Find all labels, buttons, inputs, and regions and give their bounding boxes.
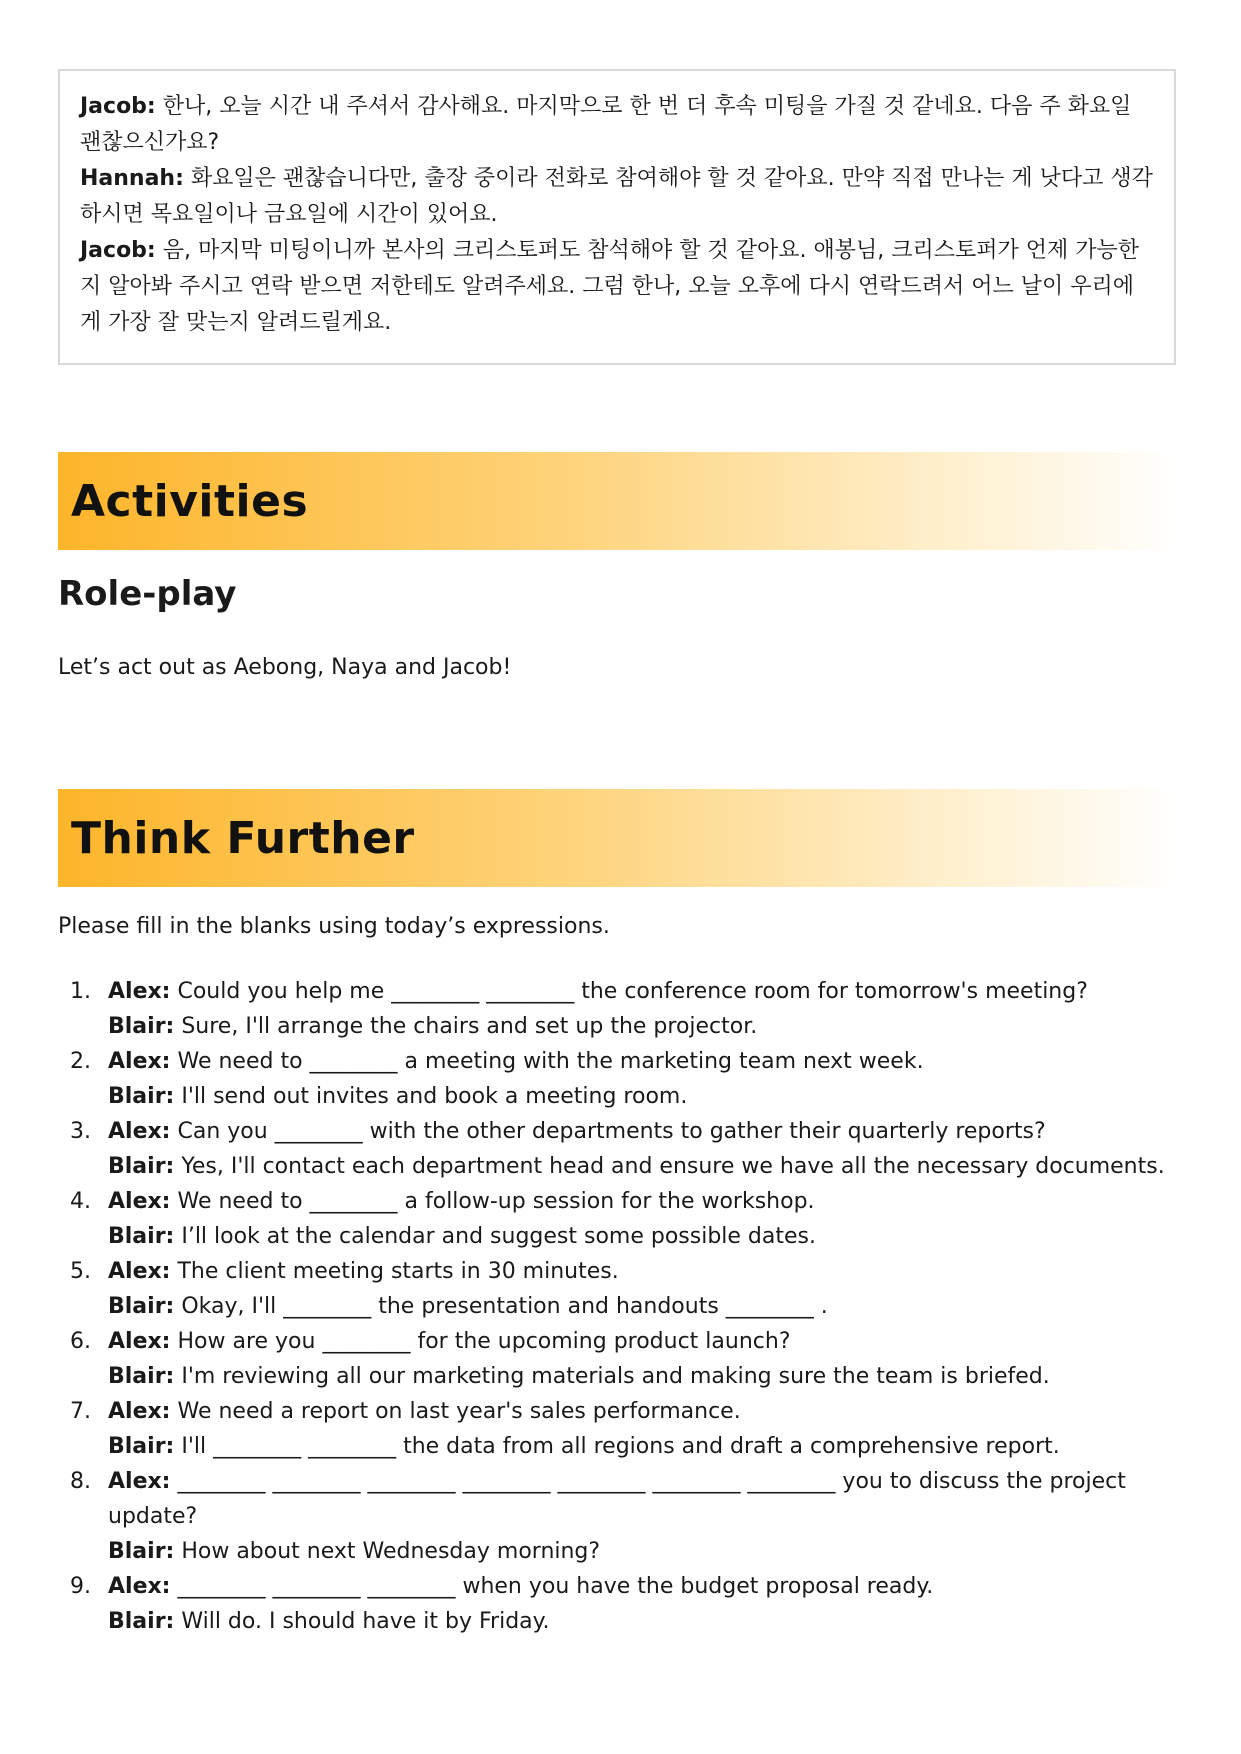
alex-turn xyxy=(108,1184,1180,1219)
alex-turn xyxy=(108,1254,1180,1289)
speaker-name: Blair: xyxy=(108,1364,175,1389)
turn-text: How about next Wednesday morning? xyxy=(174,1539,601,1564)
turn-text: Can you ________ with the other departments to gather their quarterly reports? xyxy=(170,1119,1046,1144)
alex-turn xyxy=(108,1324,1180,1359)
turn-text: I'm reviewing all our marketing materials and making sure the team is briefed. xyxy=(174,1364,1050,1389)
turn-text: Could you help me ________ ________ the conference room for tomorrow's meeting? xyxy=(170,979,1088,1004)
turn-text: Yes, I'll contact each department head and ensure we have all the necessary documents. xyxy=(174,1154,1165,1179)
item-number: 8. xyxy=(70,1469,91,1494)
exercise-list xyxy=(58,974,1180,1639)
blair-turn xyxy=(108,1149,1180,1184)
blair-turn xyxy=(108,1359,1180,1394)
activities-title: Activities xyxy=(71,475,309,527)
speaker-name: Alex: xyxy=(108,1119,171,1144)
blair-turn xyxy=(108,1429,1180,1464)
item-number: 7. xyxy=(70,1399,91,1424)
dialogue-line xyxy=(80,233,1154,341)
turn-text: Will do. I should have it by Friday. xyxy=(174,1609,550,1634)
blair-turn xyxy=(108,1009,1180,1044)
speaker-name: Alex: xyxy=(108,1399,171,1424)
alex-turn xyxy=(108,1394,1180,1429)
item-number: 4. xyxy=(70,1189,91,1214)
exercise-item xyxy=(58,1044,1180,1114)
think-further-title: Think Further xyxy=(71,812,415,864)
speaker-name: Alex: xyxy=(108,1259,171,1284)
alex-turn xyxy=(108,1569,1180,1604)
turn-text: We need to ________ a meeting with the marketing team next week. xyxy=(170,1049,924,1074)
exercise-item xyxy=(58,1324,1180,1394)
alex-turn xyxy=(108,1464,1180,1534)
item-number: 3. xyxy=(70,1119,91,1144)
dialogue-box xyxy=(58,69,1176,365)
exercise-item xyxy=(58,1464,1180,1569)
speaker-name: Blair: xyxy=(108,1224,175,1249)
speaker-name: Hannah: xyxy=(80,166,184,191)
item-number: 2. xyxy=(70,1049,91,1074)
speaker-name: Jacob: xyxy=(80,94,156,119)
think-further-banner xyxy=(58,789,1180,887)
alex-turn xyxy=(108,974,1180,1009)
speaker-name: Alex: xyxy=(108,979,171,1004)
speaker-name: Alex: xyxy=(108,1049,171,1074)
turn-text: ________ ________ ________ ________ ________ ________ ________ you to discuss the project update? xyxy=(108,1469,1126,1529)
exercise-item xyxy=(58,974,1180,1044)
dialogue-text: 음, 마지막 미팅이니까 본사의 크리스토퍼도 참석해야 할 것 같아요. 애봉님, 크리스토퍼가 언제 가능한지 알아봐 주시고 연락 받으면 저한테도 알려주세요. 그럼 한나, 오늘 오후에 다시 연락드려서 어느 날이 우리에게 가장 잘 맞는지 알려드릴게요. xyxy=(80,238,1139,335)
speaker-name: Blair: xyxy=(108,1084,175,1109)
roleplay-text: Let’s act out as Aebong, Naya and Jacob! xyxy=(58,655,512,680)
turn-text: Sure, I'll arrange the chairs and set up the projector. xyxy=(174,1014,758,1039)
activities-banner xyxy=(58,452,1180,550)
turn-text: We need to ________ a follow-up session for the workshop. xyxy=(170,1189,815,1214)
exercise-item xyxy=(58,1394,1180,1464)
dialogue-line xyxy=(80,89,1154,161)
dialogue-line xyxy=(80,161,1154,233)
dialogue-text: 화요일은 괜찮습니다만, 출장 중이라 전화로 참여해야 할 것 같아요. 만약 직접 만나는 게 낫다고 생각하시면 목요일이나 금요일에 시간이 있어요. xyxy=(80,166,1153,227)
speaker-name: Alex: xyxy=(108,1189,171,1214)
speaker-name: Blair: xyxy=(108,1014,175,1039)
item-number: 5. xyxy=(70,1259,91,1284)
turn-text: Okay, I'll ________ the presentation and handouts ________ . xyxy=(174,1294,828,1319)
item-number: 9. xyxy=(70,1574,91,1599)
exercise-item xyxy=(58,1254,1180,1324)
speaker-name: Alex: xyxy=(108,1469,171,1494)
speaker-name: Blair: xyxy=(108,1609,175,1634)
speaker-name: Alex: xyxy=(108,1574,171,1599)
exercise-item xyxy=(58,1184,1180,1254)
alex-turn xyxy=(108,1114,1180,1149)
turn-text: ________ ________ ________ when you have the budget proposal ready. xyxy=(170,1574,934,1599)
blair-turn xyxy=(108,1079,1180,1114)
blair-turn xyxy=(108,1289,1180,1324)
turn-text: We need a report on last year's sales performance. xyxy=(170,1399,741,1424)
turn-text: How are you ________ for the upcoming product launch? xyxy=(170,1329,791,1354)
alex-turn xyxy=(108,1044,1180,1079)
speaker-name: Blair: xyxy=(108,1294,175,1319)
turn-text: The client meeting starts in 30 minutes. xyxy=(170,1259,619,1284)
blair-turn xyxy=(108,1534,1180,1569)
dialogue-text: 한나, 오늘 시간 내 주셔서 감사해요. 마지막으로 한 번 더 후속 미팅을 가질 것 같네요. 다음 주 화요일 괜찮으신가요? xyxy=(80,94,1132,155)
speaker-name: Blair: xyxy=(108,1539,175,1564)
speaker-name: Blair: xyxy=(108,1434,175,1459)
roleplay-heading: Role-play xyxy=(58,574,237,614)
speaker-name: Alex: xyxy=(108,1329,171,1354)
blair-turn xyxy=(108,1219,1180,1254)
instructions-text: Please fill in the blanks using today’s expressions. xyxy=(58,914,610,939)
turn-text: I'll send out invites and book a meeting room. xyxy=(174,1084,688,1109)
turn-text: I’ll look at the calendar and suggest some possible dates. xyxy=(174,1224,816,1249)
exercise-item xyxy=(58,1114,1180,1184)
item-number: 1. xyxy=(70,979,91,1004)
blair-turn xyxy=(108,1604,1180,1639)
speaker-name: Blair: xyxy=(108,1154,175,1179)
speaker-name: Jacob: xyxy=(80,238,156,263)
turn-text: I'll ________ ________ the data from all regions and draft a comprehensive report. xyxy=(174,1434,1060,1459)
exercise-item xyxy=(58,1569,1180,1639)
item-number: 6. xyxy=(70,1329,91,1354)
